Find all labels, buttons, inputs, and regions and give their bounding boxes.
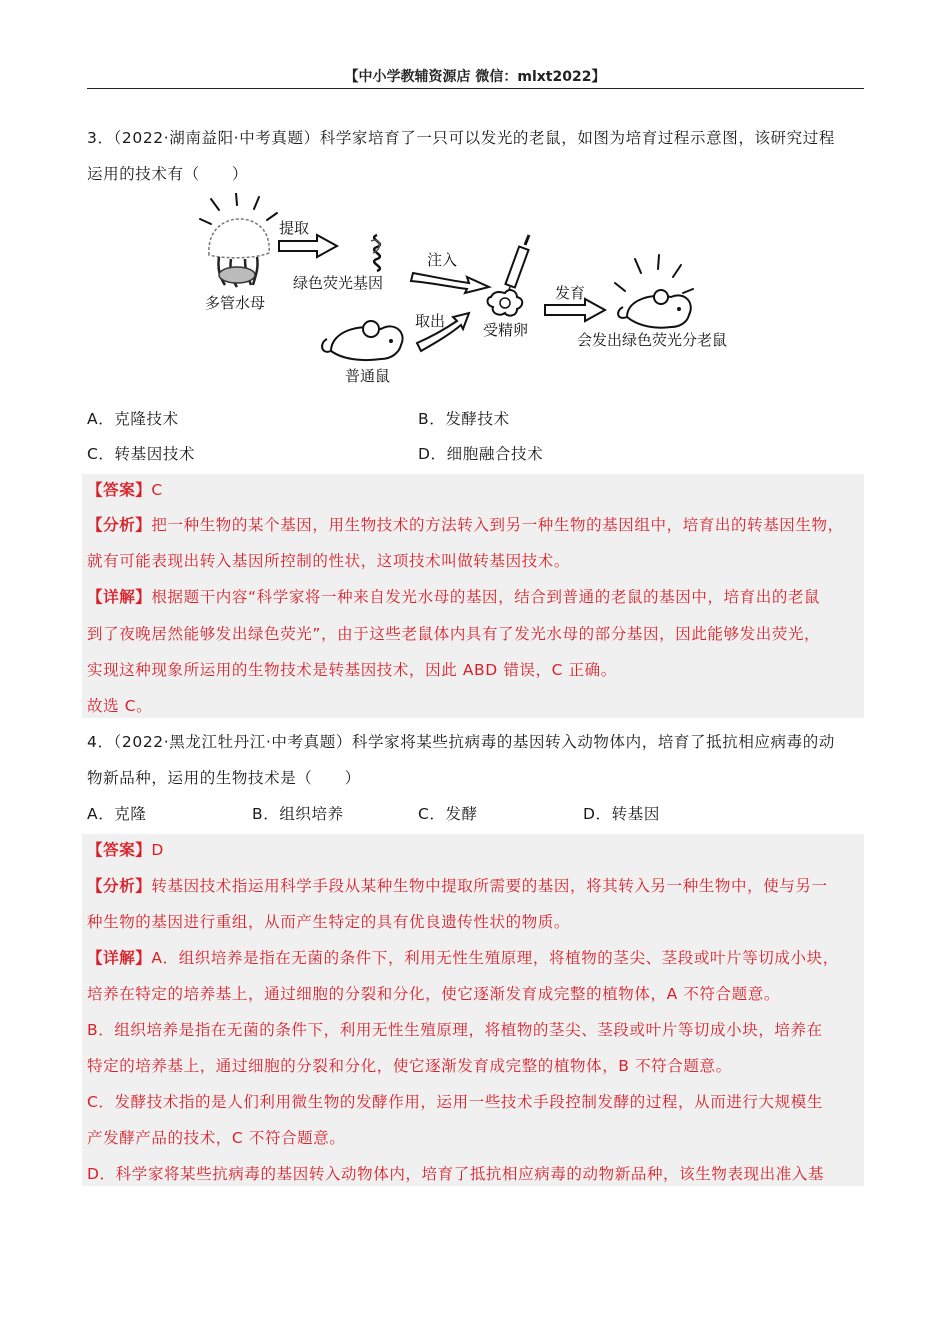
q3-analysis-line1: 【分析】把一种生物的某个基因，用生物技术的方法转入到另一种生物的基因组中，培育出的转基因生物，	[87, 516, 844, 534]
q4-detail-line7: D．科学家将某些抗病毒的基因转入动物体内，培育了抵抗相应病毒的动物新品种，该生物表现出准入基	[87, 1165, 825, 1183]
q4-detail-line3: B．组织培养是指在无菌的条件下，利用无性生殖原理，将植物的茎尖、茎段或叶片等切成小块，培养在	[87, 1021, 823, 1039]
jellyfish-label: 多管水母	[205, 294, 266, 312]
mouse-glow-rays	[615, 255, 693, 293]
q4-detail-line4: 特定的培养基上，通过细胞的分裂和分化，使它逐渐发育成完整的植物体，B 不符合题意。	[87, 1057, 732, 1075]
q4-analysis-line1: 【分析】转基因技术指运用科学手段从某种生物中提取所需要的基因，将其转入另一种生物中，使与另一	[87, 877, 828, 895]
q4-detail-line6: 产发酵产品的技术，C 不符合题意。	[87, 1129, 346, 1147]
q4-option-a[interactable]: A．克隆	[87, 805, 147, 823]
q3-option-b[interactable]: B．发酵技术	[418, 410, 510, 428]
q4-answer-line	[87, 839, 164, 861]
q3-detail-line2: 到了夜晚居然能够发出绿色荧光”，由于这些老鼠体内具有了发光水母的部分基因，因此能够发出荧光，	[87, 625, 821, 643]
header-divider	[87, 88, 864, 89]
q3-detail-line3: 实现这种现象所运用的生物技术是转基因技术，因此 ABD 错误，C 正确。	[87, 661, 617, 679]
answer-tag: 【答案】	[87, 841, 152, 859]
extract-arrow-icon	[279, 235, 337, 257]
glowing-mouse-label: 会发出绿色荧光分老鼠	[577, 331, 728, 349]
detail-tag: 【详解】	[87, 949, 152, 967]
q3-conclusion: 故选 C。	[87, 697, 153, 715]
answer-tag: 【答案】	[87, 481, 152, 499]
develop-arrow-icon	[545, 299, 605, 321]
egg-label: 受精卵	[483, 321, 529, 339]
analysis-tag: 【分析】	[87, 516, 152, 534]
q4-option-c[interactable]: C．发酵	[418, 805, 478, 823]
q4-stem-line2: 物新品种，运用的生物技术是（ ）	[87, 769, 361, 787]
q3-option-c[interactable]: C．转基因技术	[87, 445, 196, 463]
extract-label: 提取	[279, 219, 310, 237]
q3-answer-value: C	[151, 481, 163, 499]
q3-process-diagram	[195, 193, 765, 393]
page-header: 【中小学教辅资源店 微信：mlxt2022】	[344, 69, 606, 85]
q3-stem-line2: 运用的技术有（ ）	[87, 165, 249, 183]
q4-option-b[interactable]: B．组织培养	[252, 805, 344, 823]
glowing-mouse-icon	[618, 290, 691, 328]
inject-label: 注入	[427, 251, 458, 269]
detail-tag: 【详解】	[87, 588, 152, 606]
inject-arrow-icon	[411, 273, 489, 293]
develop-label: 发育	[555, 284, 586, 302]
q4-analysis-line2: 种生物的基因进行重组，从而产生特定的具有优良遗传性状的物质。	[87, 913, 571, 931]
q4-detail-line5: C．发酵技术指的是人们利用微生物的发酵作用，运用一些技术手段控制发酵的过程，从而进行大规模生	[87, 1093, 823, 1111]
q3-analysis-line2: 就有可能表现出转入基因所控制的性状，这项技术叫做转基因技术。	[87, 552, 571, 570]
take-out-label: 取出	[415, 312, 446, 330]
analysis-tag: 【分析】	[87, 877, 152, 895]
q4-answer-value: D	[151, 841, 164, 859]
q3-stem-line1: 3．（2022·湖南益阳·中考真题）科学家培育了一只可以发光的老鼠，如图为培育过程示意图，该研究过程	[87, 129, 835, 147]
q3-option-d[interactable]: D．细胞融合技术	[418, 445, 544, 463]
q3-detail-line1: 【详解】根据题干内容“科学家将一种来自发光水母的基因，结合到普通的老鼠的基因中，培育出的老鼠	[87, 588, 821, 606]
normal-mouse-label: 普通鼠	[345, 367, 391, 385]
q4-stem-line1: 4．（2022·黑龙江牡丹江·中考真题）科学家将某些抗病毒的基因转入动物体内，培育了抵抗相应病毒的动	[87, 733, 835, 751]
fertilized-egg-icon	[488, 290, 523, 316]
normal-mouse-icon	[322, 321, 403, 360]
gene-label: 绿色荧光基因	[293, 274, 384, 292]
q4-option-d[interactable]: D．转基因	[583, 805, 660, 823]
q3-answer-line	[87, 479, 163, 501]
q4-detail-line2: 培养在特定的培养基上，通过细胞的分裂和分化，使它逐渐发育成完整的植物体，A 不符合题意。	[87, 985, 780, 1003]
jellyfish-icon	[209, 219, 269, 287]
q4-detail-line1: 【详解】A．组织培养是指在无菌的条件下，利用无性生殖原理，将植物的茎尖、茎段或叶片等切成小块，	[87, 949, 839, 967]
q3-option-a[interactable]: A．克隆技术	[87, 410, 179, 428]
